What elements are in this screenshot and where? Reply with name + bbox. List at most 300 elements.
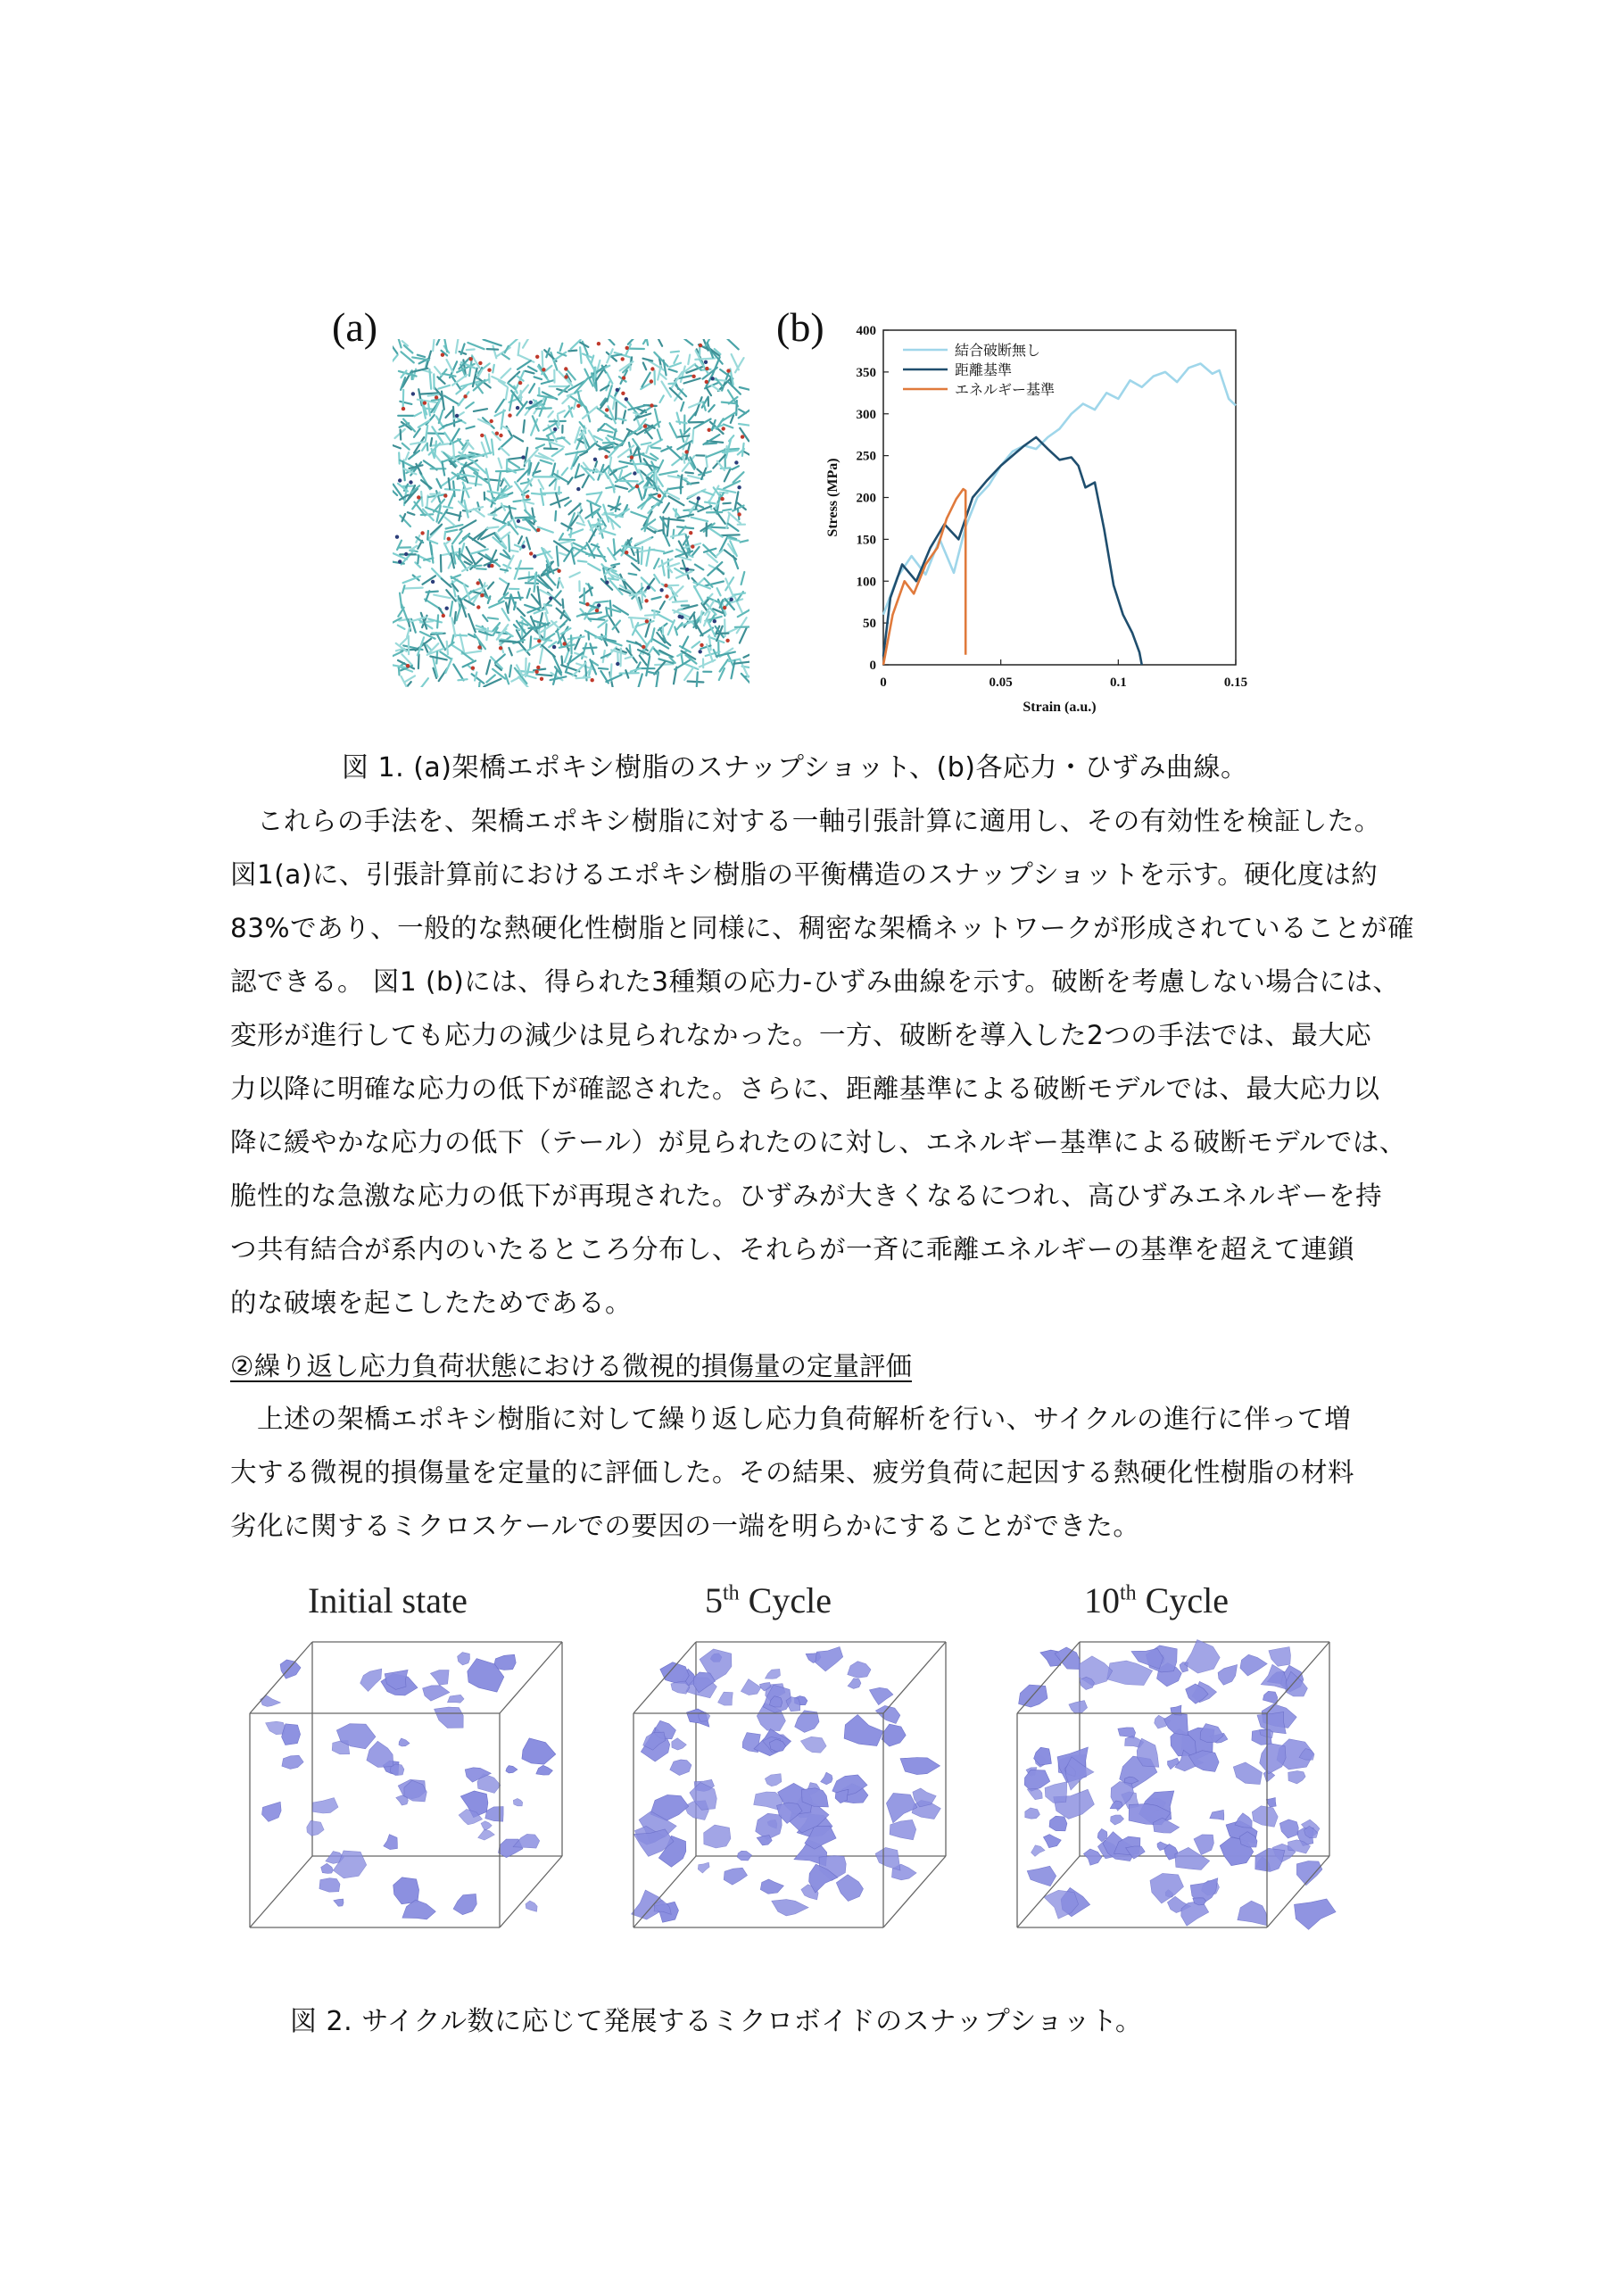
- microvoid: [430, 1670, 449, 1686]
- atom-marker: [499, 434, 502, 437]
- panel-a-label: (a): [332, 304, 378, 350]
- atom-marker: [734, 460, 738, 464]
- paragraph-1-line: 脆性的な急激な応力の低下が再現された。ひずみが大きくなるにつれ、高ひずみエネルギーを持: [230, 1181, 1383, 1211]
- series-line-2: [883, 437, 1142, 665]
- microvoid: [1233, 1762, 1262, 1785]
- atom-marker: [445, 607, 449, 610]
- atom-marker: [625, 397, 628, 401]
- microvoid: [882, 1724, 906, 1746]
- bond-segment: [418, 655, 419, 669]
- atom-marker: [605, 581, 609, 584]
- y-tick-label: 150: [856, 533, 876, 548]
- bond-segment: [399, 452, 400, 463]
- bond-segment: [454, 612, 456, 624]
- atom-marker: [699, 344, 702, 347]
- atom-marker: [595, 609, 599, 612]
- section-2-heading: ②繰り返し応力負荷状態における微視的損傷量の定量評価: [230, 1351, 912, 1381]
- bond-segment: [449, 478, 451, 489]
- cube-depth-edge: [500, 1642, 562, 1713]
- microvoid: [890, 1819, 916, 1839]
- microvoid: [478, 1829, 495, 1840]
- atom-marker: [409, 480, 412, 484]
- atom-marker: [411, 392, 415, 395]
- bond-segment: [427, 531, 428, 540]
- atom-marker: [647, 585, 650, 589]
- paragraph-1-line: 認できる。 図1 (b)には、得られた3種類の応力-ひずみ曲線を示す。破断を考慮しない場合には、: [230, 966, 1400, 997]
- atom-marker: [443, 493, 447, 497]
- atom-marker: [650, 403, 653, 407]
- atom-marker: [708, 428, 711, 432]
- y-tick-label: 50: [863, 617, 876, 632]
- atom-marker: [480, 434, 484, 437]
- atom-marker: [537, 639, 541, 642]
- bond-segment: [576, 677, 591, 678]
- paragraph-1-line: これらの手法を、架橋エポキシ樹脂に対する一軸引張計算に適用し、その有効性を検証した。: [230, 806, 1381, 836]
- microvoid: [458, 1653, 470, 1665]
- microvoid: [1031, 1845, 1045, 1856]
- bond-segment: [488, 515, 496, 516]
- atom-marker: [398, 559, 402, 563]
- microvoid: [1164, 1713, 1188, 1736]
- microvoid: [1083, 1849, 1101, 1865]
- cube-depth-edge: [500, 1856, 562, 1927]
- microvoid: [423, 1686, 450, 1701]
- atom-marker: [642, 645, 645, 649]
- bond-segment: [441, 555, 442, 572]
- microvoid: [1240, 1654, 1267, 1676]
- microvoid: [334, 1899, 344, 1906]
- bond-segment: [557, 438, 564, 439]
- atom-marker: [722, 427, 725, 430]
- atom-marker: [650, 367, 654, 370]
- microvoid: [1288, 1771, 1305, 1784]
- bond-segment: [536, 408, 551, 409]
- atom-marker: [557, 569, 560, 573]
- bond-segment: [427, 443, 428, 451]
- microvoid: [672, 1738, 687, 1750]
- microvoid: [718, 1692, 733, 1705]
- atom-marker: [691, 375, 695, 378]
- bond-segment: [589, 619, 605, 620]
- microvoid: [869, 1687, 893, 1704]
- atom-marker: [625, 346, 629, 350]
- bond-segment: [571, 635, 572, 654]
- microvoid: [848, 1662, 871, 1678]
- atom-marker: [622, 376, 625, 379]
- atom-marker: [417, 495, 420, 499]
- y-tick-label: 300: [856, 407, 876, 422]
- atom-marker: [431, 580, 435, 584]
- atom-marker: [711, 377, 715, 380]
- microvoid: [1045, 1782, 1067, 1803]
- bond-segment: [709, 527, 728, 528]
- atom-marker: [665, 594, 668, 598]
- microvoid: [367, 1741, 393, 1767]
- atom-marker: [691, 544, 694, 548]
- microvoid: [360, 1669, 382, 1691]
- legend-label: 結合破断無し: [955, 342, 1041, 359]
- microvoid: [307, 1820, 324, 1836]
- microvoid: [875, 1847, 900, 1870]
- atom-marker: [597, 342, 600, 345]
- cube-depth-edge: [250, 1856, 312, 1927]
- bond-segment: [526, 583, 538, 584]
- microvoid: [724, 1868, 747, 1885]
- bond-segment: [645, 615, 658, 616]
- atom-marker: [737, 485, 741, 489]
- microvoid: [760, 1879, 783, 1894]
- atom-marker: [741, 435, 744, 438]
- microvoid: [772, 1900, 808, 1916]
- paragraph-1-line: 変形が進行しても応力の減少は見られなかった。一方、破断を導入した2つの手法では、最大応: [230, 1020, 1372, 1050]
- atom-marker: [725, 639, 729, 642]
- microvoid: [1069, 1701, 1088, 1714]
- atom-marker: [625, 551, 628, 554]
- atom-marker: [726, 369, 730, 372]
- bond-segment: [445, 489, 460, 490]
- paragraph-1-line: 83%であり、一般的な熱硬化性樹脂と同様に、稠密な架橋ネットワークが形成されていることが確: [230, 913, 1415, 943]
- microvoid: [1260, 1744, 1286, 1774]
- y-tick-label: 100: [856, 575, 876, 590]
- atom-marker: [564, 375, 567, 378]
- atom-marker: [658, 494, 661, 498]
- bond-segment: [487, 349, 499, 350]
- microvoid: [526, 1901, 537, 1911]
- microvoid: [741, 1679, 761, 1695]
- atom-marker: [562, 642, 566, 645]
- bond-segment: [595, 368, 596, 379]
- microvoid: [1255, 1848, 1285, 1871]
- microvoid: [1269, 1647, 1291, 1667]
- bond-segment: [455, 635, 467, 636]
- bond-segment: [474, 566, 482, 567]
- microvoid-cube-initial: [241, 1633, 580, 1936]
- atom-marker: [469, 357, 473, 361]
- atom-marker: [529, 551, 533, 555]
- atom-marker: [529, 401, 533, 404]
- bond-segment: [542, 352, 543, 369]
- microvoid: [1238, 1901, 1267, 1926]
- bond-segment: [532, 493, 545, 494]
- stress-strain-chart: [821, 312, 1285, 732]
- cube-depth-edge: [883, 1642, 946, 1713]
- microvoid: [506, 1766, 518, 1773]
- microvoid: [765, 1774, 782, 1786]
- y-tick-label: 400: [856, 324, 876, 338]
- microvoid: [266, 1721, 286, 1735]
- atom-marker: [516, 406, 519, 410]
- bond-segment: [530, 636, 531, 649]
- microvoid: [282, 1755, 303, 1769]
- bond-segment: [668, 383, 675, 384]
- atom-marker: [684, 450, 688, 453]
- microvoid: [1261, 1664, 1287, 1689]
- bond-segment: [401, 430, 402, 440]
- atom-marker: [593, 458, 597, 461]
- microvoid-cube-10th-cycle: [1008, 1633, 1347, 1936]
- microvoid-cube-5th-cycle: [625, 1633, 964, 1936]
- atom-marker: [455, 414, 459, 418]
- atom-marker: [635, 485, 639, 488]
- atom-marker: [535, 355, 539, 359]
- atom-marker: [423, 401, 426, 404]
- bond-segment: [651, 448, 660, 449]
- bond-segment: [620, 481, 638, 482]
- paragraph-1-line: つ共有結合が系内のいたるところ分布し、それらが一斉に乖離エネルギーの基準を超えて連鎖: [230, 1234, 1355, 1264]
- microvoid: [399, 1738, 410, 1746]
- microvoid: [886, 1794, 917, 1823]
- atom-marker: [521, 455, 525, 459]
- bond-segment: [444, 532, 445, 539]
- atom-marker: [604, 455, 608, 459]
- bond-segment: [590, 524, 603, 525]
- atom-marker: [442, 614, 445, 618]
- atom-marker: [518, 381, 522, 385]
- atom-marker: [597, 603, 600, 607]
- atom-marker: [478, 361, 482, 365]
- bond-segment: [432, 400, 439, 401]
- microvoid: [485, 1807, 503, 1822]
- microvoid: [900, 1758, 940, 1775]
- x-tick-label: 0.05: [989, 676, 1013, 690]
- bond-segment: [613, 485, 615, 493]
- paragraph-2-line: 上述の架橋エポキシ樹脂に対して繰り返し応力負荷解析を行い、サイクルの進行に伴って増: [230, 1404, 1352, 1434]
- microvoid: [435, 1707, 464, 1728]
- figure1-caption: 図 1. (a)架橋エポキシ樹脂のスナップショット、(b)各応力・ひずみ曲線。: [342, 752, 1248, 783]
- atom-marker: [406, 664, 410, 667]
- atom-marker: [585, 602, 589, 606]
- atom-marker: [685, 568, 689, 571]
- atom-marker: [659, 588, 663, 592]
- atom-marker: [542, 368, 545, 371]
- microvoid: [1279, 1819, 1298, 1838]
- microvoid: [1218, 1665, 1238, 1686]
- paragraph-2-line: 劣化に関するミクロスケールでの要因の一端を明らかにすることができた。: [230, 1511, 1140, 1541]
- bond-segment: [695, 359, 715, 360]
- bond-segment: [479, 683, 480, 687]
- bond-segment: [447, 642, 448, 655]
- atom-marker: [495, 432, 499, 435]
- bond-segment: [688, 682, 704, 683]
- panel-5th-cycle-title: 5th Cycle: [705, 1580, 832, 1620]
- bond-segment: [580, 347, 582, 363]
- atom-marker: [621, 392, 625, 395]
- atom-marker: [487, 369, 491, 372]
- atom-marker: [723, 606, 726, 609]
- microvoid: [786, 1697, 800, 1712]
- atom-marker: [645, 619, 649, 623]
- microvoid: [1235, 1813, 1252, 1828]
- atom-marker: [536, 666, 540, 669]
- microvoid: [816, 1647, 843, 1671]
- bond-segment: [634, 463, 645, 464]
- atom-marker: [630, 455, 633, 459]
- bond-segment: [562, 657, 563, 665]
- atom-marker: [398, 478, 402, 482]
- atom-marker: [616, 388, 619, 392]
- microvoid: [1296, 1861, 1322, 1886]
- microvoid: [319, 1878, 340, 1893]
- atom-marker: [664, 584, 667, 587]
- atom-marker: [737, 512, 741, 516]
- atom-marker: [621, 357, 625, 361]
- paragraph-1-line: 力以降に明確な応力の低下が確認された。さらに、距離基準による破断モデルでは、最大応力以: [230, 1073, 1380, 1104]
- atom-marker: [650, 379, 653, 383]
- bond-segment: [616, 402, 617, 419]
- paragraph-2-line: 大する微視的損傷量を定量的に評価した。その結果、疲労負荷に起因する熱硬化性樹脂の材料: [230, 1457, 1355, 1488]
- y-tick-label: 0: [869, 659, 876, 673]
- microvoid: [800, 1737, 826, 1753]
- atom-marker: [730, 598, 733, 601]
- atom-marker: [522, 544, 526, 548]
- bond-segment: [528, 627, 538, 628]
- microvoid: [660, 1662, 690, 1684]
- atom-marker: [605, 408, 609, 411]
- paragraph-1-line: 図1(a)に、引張計算前におけるエポキシ樹脂の平衡構造のスナップショットを示す。硬化度は約: [230, 859, 1379, 890]
- microvoid: [1027, 1789, 1042, 1800]
- bond-segment: [555, 511, 556, 521]
- bond-segment: [663, 517, 664, 534]
- microvoid: [282, 1724, 301, 1745]
- bond-segment: [578, 561, 587, 562]
- bond-segment: [637, 550, 638, 563]
- atom-marker: [705, 380, 708, 384]
- microvoid: [1110, 1801, 1122, 1809]
- atom-marker: [633, 471, 636, 475]
- atom-marker: [697, 496, 700, 500]
- bond-segment: [697, 672, 698, 686]
- microvoid: [453, 1894, 476, 1914]
- bond-segment: [544, 449, 558, 450]
- microvoid: [1194, 1835, 1213, 1855]
- microvoid: [844, 1715, 883, 1746]
- microvoid: [261, 1695, 281, 1707]
- bond-segment: [403, 486, 415, 487]
- bond-segment: [467, 350, 475, 351]
- bond-segment: [426, 592, 438, 593]
- bond-segment: [487, 527, 499, 529]
- microvoid: [1188, 1751, 1219, 1772]
- x-tick-label: 0: [880, 676, 887, 690]
- microvoid: [1043, 1835, 1061, 1848]
- panel-initial-title: Initial state: [308, 1580, 468, 1620]
- atom-marker: [526, 494, 529, 498]
- x-tick-label: 0.15: [1223, 676, 1248, 690]
- microvoid: [1111, 1815, 1124, 1825]
- atom-marker: [490, 419, 493, 423]
- paragraph-2: [230, 1392, 1417, 1553]
- bond-segment: [617, 653, 618, 663]
- bond-segment: [523, 420, 525, 433]
- microvoid: [704, 1825, 731, 1848]
- microvoid: [766, 1669, 781, 1678]
- atom-marker: [644, 599, 648, 602]
- microvoid: [670, 1760, 691, 1776]
- microvoid: [1295, 1899, 1337, 1929]
- microvoid: [1252, 1806, 1278, 1828]
- y-tick-label: 250: [856, 449, 876, 464]
- atom-marker: [499, 646, 502, 650]
- bond-segment: [431, 438, 433, 446]
- microvoid: [1049, 1816, 1067, 1831]
- bond-segment: [536, 675, 551, 676]
- bond-segment: [677, 435, 690, 437]
- atom-marker: [480, 593, 484, 597]
- x-tick-label: 0.1: [1109, 676, 1127, 690]
- atom-marker: [402, 407, 405, 410]
- atom-marker: [420, 531, 424, 535]
- atom-marker: [395, 535, 399, 539]
- microvoid: [448, 1695, 465, 1703]
- bond-segment: [606, 608, 607, 616]
- bond-segment: [476, 568, 486, 569]
- bond-segment: [404, 588, 423, 589]
- atom-marker: [471, 667, 475, 670]
- microvoid: [1107, 1661, 1153, 1686]
- bond-segment: [588, 632, 589, 639]
- bond-segment: [685, 472, 693, 473]
- paragraph-1-line: 的な破壊を起こしたためである。: [230, 1288, 633, 1318]
- atom-marker: [704, 361, 708, 364]
- epoxy-network-snapshot: [393, 339, 749, 687]
- microvoid: [1027, 1866, 1056, 1886]
- atom-marker: [536, 528, 540, 532]
- atom-marker: [643, 425, 647, 428]
- microvoid: [1025, 1808, 1040, 1819]
- legend-label: エネルギー基準: [955, 381, 1056, 398]
- bond-segment: [403, 390, 404, 410]
- microvoid: [757, 1836, 772, 1845]
- paragraph-1-line: 降に緩やかな応力の低下（テール）が見られたのに対し、エネルギー基準による破断モデルでは、: [230, 1127, 1406, 1157]
- microvoid: [321, 1863, 334, 1873]
- bond-segment: [673, 601, 687, 602]
- microvoid: [481, 1821, 492, 1830]
- microvoid: [836, 1875, 863, 1902]
- legend-label: 距離基準: [955, 361, 1013, 378]
- bond-segment: [437, 615, 438, 627]
- microvoid: [1210, 1810, 1224, 1819]
- microvoid: [522, 1738, 556, 1764]
- x-axis-label: Strain (a.u.): [1023, 700, 1097, 715]
- bond-segment: [568, 351, 576, 352]
- atom-marker: [616, 662, 619, 666]
- atom-marker: [404, 552, 408, 556]
- panel-10th-cycle-title: 10th Cycle: [1084, 1580, 1229, 1620]
- bond-segment: [629, 574, 637, 576]
- atom-marker: [553, 427, 557, 431]
- microvoid: [821, 1772, 832, 1785]
- atom-marker: [435, 395, 438, 399]
- atom-marker: [549, 596, 552, 600]
- figure2-caption: 図 2. サイクル数に応じて発展するミクロボイドのスナップショット。: [290, 2006, 1143, 2037]
- microvoid: [312, 1798, 338, 1813]
- bond-segment: [458, 679, 467, 680]
- microvoid: [737, 1851, 751, 1861]
- atom-marker: [576, 487, 580, 491]
- atom-marker: [490, 564, 493, 568]
- y-tick-label: 200: [856, 491, 876, 506]
- atom-marker: [678, 615, 682, 618]
- microvoid: [1266, 1798, 1276, 1808]
- microvoid: [513, 1799, 522, 1806]
- atom-marker: [533, 554, 536, 558]
- microvoid: [390, 1764, 404, 1776]
- bond-segment: [570, 529, 571, 537]
- microvoid: [1185, 1640, 1221, 1674]
- microvoid: [262, 1802, 282, 1821]
- atom-marker: [699, 650, 702, 653]
- bond-segment: [723, 503, 730, 504]
